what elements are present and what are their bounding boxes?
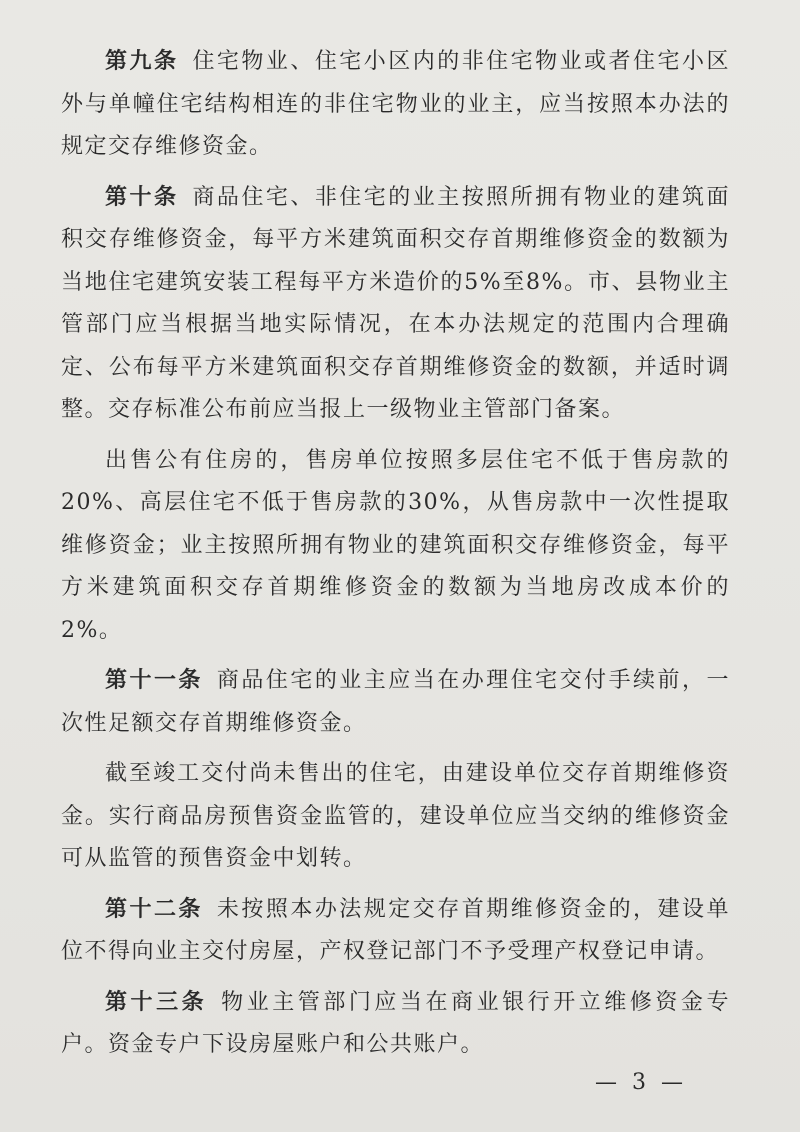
article-title: 第十二条: [105, 896, 203, 922]
article-text: 住宅物业、住宅小区内的非住宅物业或者住宅小区外与单幢住宅结构相连的非住宅物业的业主，应当按照本办法的规定交存维修资金。: [61, 49, 730, 159]
page-number: — 3 —: [595, 1070, 687, 1095]
article-text: 商品住宅、非住宅的业主按照所拥有物业的建筑面积交存维修资金，每平方米建筑面积交存首期维修资金的数额为当地住宅建筑安装工程每平方米造价的5%至8%。市、县物业主管部门应当根据当地实际情况，在本办法规定的范围内合理确定、公布每平方米建筑面积交存首期维修资金的数额，并适时调整。交存标准公布前应当报上一级物业主管部门备案。: [61, 184, 730, 422]
article-title: 第十一条: [105, 668, 203, 693]
article-text: 物业主管部门应当在商业银行开立维修资金专户。资金专户下设房屋账户和公共账户。: [61, 989, 730, 1057]
article-text: 未按照本办法规定交存首期维修资金的，建设单位不得向业主交付房屋，产权登记部门不予受理产权登记申请。: [61, 896, 730, 964]
article-13: [61, 982, 730, 1067]
article-title: 第十三条: [105, 989, 208, 1015]
article-10: [61, 177, 730, 432]
article-9: [61, 41, 730, 169]
paragraph-text: 截至竣工交付尚未售出的住宅，由建设单位交存首期维修资金。实行商品房预售资金监管的，建设单位应当交纳的维修资金可从监管的预售资金中划转。: [61, 761, 730, 871]
paragraph-text: 出售公有住房的，售房单位按照多层住宅不低于售房款的20%、高层住宅不低于售房款的30%，从售房款中一次性提取维修资金；业主按照所拥有物业的建筑面积交存维修资金，每平方米建筑面积交存首期维修资金的数额为当地房改成本价的2%。: [61, 447, 730, 643]
article-12: [61, 889, 730, 974]
article-11: [61, 660, 730, 745]
article-11-paragraph-2: [61, 753, 730, 881]
article-text: 商品住宅的业主应当在办理住宅交付手续前，一次性足额交存首期维修资金。: [61, 668, 730, 736]
article-title: 第九条: [105, 49, 179, 74]
article-10-paragraph-2: [61, 440, 730, 653]
article-title: 第十条: [105, 184, 179, 210]
